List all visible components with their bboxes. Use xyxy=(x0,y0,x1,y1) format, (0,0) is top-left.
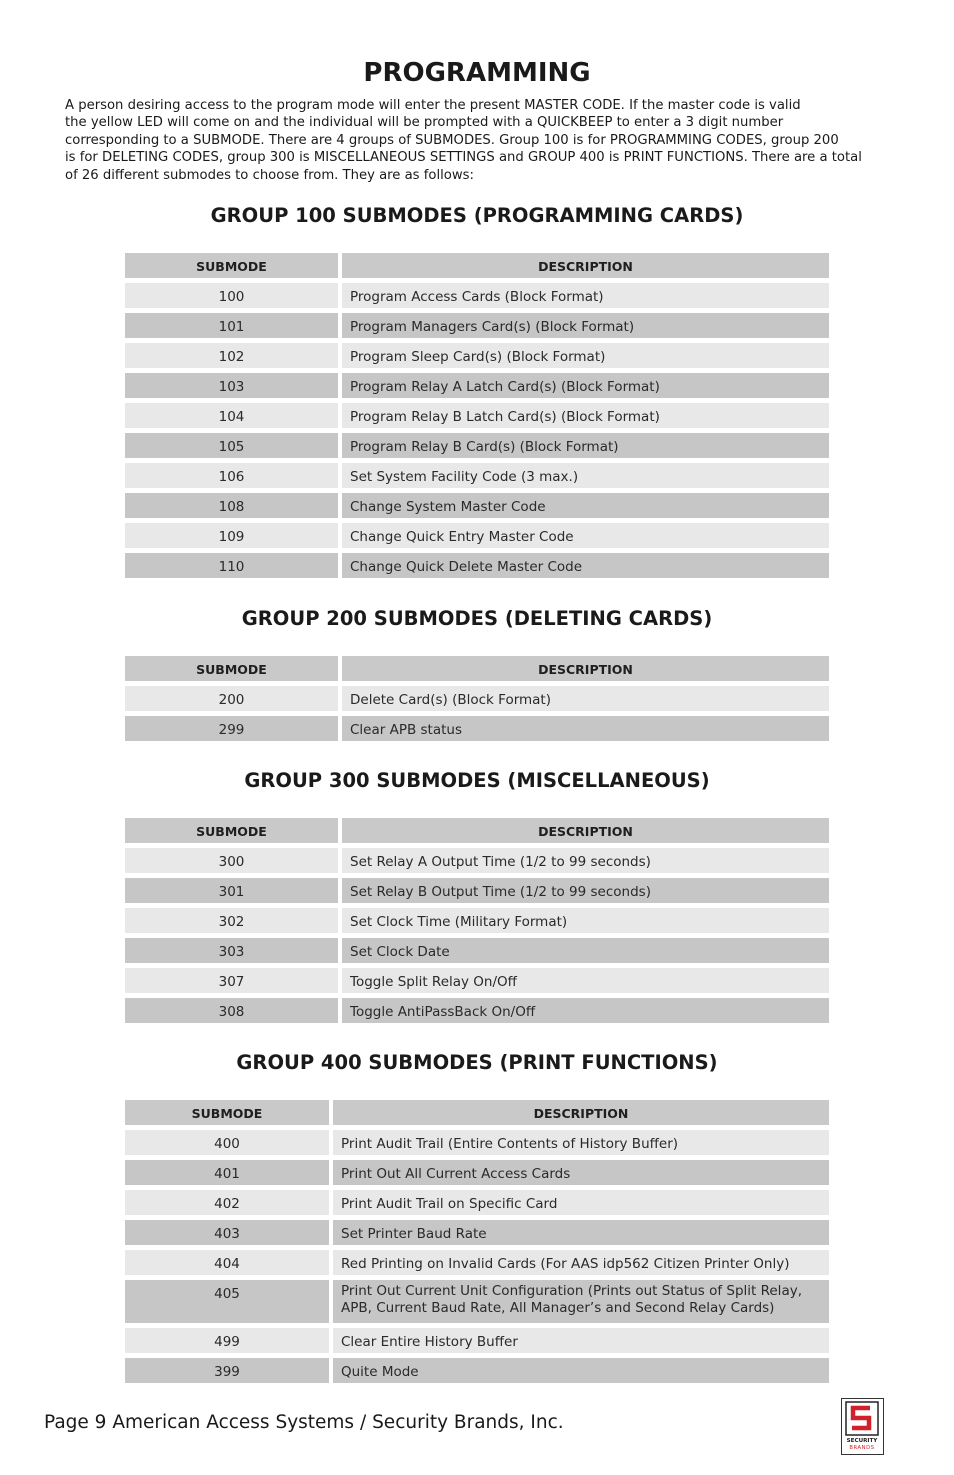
description-line: Change System Master Code xyxy=(350,499,546,515)
table-row xyxy=(125,1328,829,1353)
submode-code: 299 xyxy=(125,716,338,741)
submode-description xyxy=(342,716,829,741)
header-submode: SUBMODE xyxy=(125,253,338,278)
submode-description xyxy=(342,848,829,873)
table-row xyxy=(125,1190,829,1215)
table-header-row xyxy=(125,818,829,843)
header-submode: SUBMODE xyxy=(125,1100,329,1125)
submode-description xyxy=(333,1130,829,1155)
submode-code: 401 xyxy=(125,1160,329,1185)
submode-code: 102 xyxy=(125,343,338,368)
header-description: DESCRIPTION xyxy=(342,253,829,278)
description-line: Program Managers Card(s) (Block Format) xyxy=(350,319,635,335)
table-row xyxy=(125,343,829,368)
description-line: Program Relay A Latch Card(s) (Block Format) xyxy=(350,379,660,395)
logo-text-line2: BRANDS xyxy=(849,1445,875,1451)
intro-line: the yellow LED will come on and the individual will be prompted with a QUICKBEEP to enter a 3 digit number xyxy=(65,115,784,131)
description-line: Change Quick Entry Master Code xyxy=(350,529,574,545)
submode-description xyxy=(342,433,829,458)
submode-description xyxy=(333,1160,829,1185)
table-header-row xyxy=(125,1100,829,1125)
security-brands-logo xyxy=(841,1398,884,1455)
submode-description xyxy=(342,908,829,933)
table-row xyxy=(125,1160,829,1185)
submode-code: 100 xyxy=(125,283,338,308)
footer-text: Page 9 American Access Systems / Security Brands, Inc. xyxy=(44,1412,564,1433)
submode-description xyxy=(342,283,829,308)
table-row xyxy=(125,493,829,518)
group-heading: GROUP 300 SUBMODES (MISCELLANEOUS) xyxy=(244,769,710,792)
intro-line: of 26 different submodes to choose from. They are as follows: xyxy=(65,167,474,183)
description-line: Print Out Current Unit Configuration (Prints out Status of Split Relay, xyxy=(341,1283,802,1299)
submode-description xyxy=(342,463,829,488)
submode-description xyxy=(333,1358,829,1383)
submode-description xyxy=(333,1280,829,1323)
description-line: Print Audit Trail on Specific Card xyxy=(341,1196,558,1212)
submode-code: 402 xyxy=(125,1190,329,1215)
submode-table xyxy=(125,253,829,583)
submode-description xyxy=(342,686,829,711)
description-line: Clear APB status xyxy=(350,722,463,738)
table-row xyxy=(125,373,829,398)
description-line: Set Printer Baud Rate xyxy=(341,1226,487,1242)
submode-description xyxy=(342,373,829,398)
table-row xyxy=(125,908,829,933)
intro-line: is for DELETING CODES, group 300 is MISCELLANEOUS SETTINGS and GROUP 400 is PRINT FUNCTIONS. There are a total xyxy=(65,150,862,166)
submode-description xyxy=(333,1190,829,1215)
table-row xyxy=(125,523,829,548)
description-line: Red Printing on Invalid Cards (For AAS idp562 Citizen Printer Only) xyxy=(341,1256,790,1272)
description-line: Clear Entire History Buffer xyxy=(341,1334,518,1350)
description-line: Quite Mode xyxy=(341,1364,419,1380)
header-description: DESCRIPTION xyxy=(342,656,829,681)
submode-code: 399 xyxy=(125,1358,329,1383)
table-row xyxy=(125,1130,829,1155)
submode-code: 110 xyxy=(125,553,338,578)
table-row xyxy=(125,463,829,488)
submode-code: 101 xyxy=(125,313,338,338)
table-row xyxy=(125,283,829,308)
table-row xyxy=(125,938,829,963)
header-description: DESCRIPTION xyxy=(333,1100,829,1125)
description-line: Change Quick Delete Master Code xyxy=(350,559,583,575)
submode-code: 400 xyxy=(125,1130,329,1155)
description-line: Toggle AntiPassBack On/Off xyxy=(350,1004,536,1020)
table-row xyxy=(125,1280,829,1323)
submode-description xyxy=(342,938,829,963)
submode-description xyxy=(333,1220,829,1245)
submode-description xyxy=(342,403,829,428)
submode-code: 300 xyxy=(125,848,338,873)
description-line: Program Relay B Latch Card(s) (Block Format) xyxy=(350,409,660,425)
table-row xyxy=(125,1250,829,1275)
submode-code: 302 xyxy=(125,908,338,933)
description-line: APB, Current Baud Rate, All Manager’s and Second Relay Cards) xyxy=(341,1300,775,1316)
header-submode: SUBMODE xyxy=(125,818,338,843)
table-row xyxy=(125,433,829,458)
submode-code: 301 xyxy=(125,878,338,903)
submode-code: 308 xyxy=(125,998,338,1023)
table-row xyxy=(125,998,829,1023)
submode-code: 108 xyxy=(125,493,338,518)
submode-description xyxy=(333,1250,829,1275)
description-line: Set System Facility Code (3 max.) xyxy=(350,469,579,485)
logo-text-line1: SECURITY xyxy=(846,1438,878,1444)
description-line: Print Out All Current Access Cards xyxy=(341,1166,571,1182)
description-line: Set Relay A Output Time (1/2 to 99 seconds) xyxy=(350,854,651,870)
description-line: Toggle Split Relay On/Off xyxy=(350,974,517,990)
submode-code: 105 xyxy=(125,433,338,458)
page-title: PROGRAMMING xyxy=(363,58,591,88)
table-row xyxy=(125,686,829,711)
table-row xyxy=(125,848,829,873)
submode-description xyxy=(342,313,829,338)
intro-line: corresponding to a SUBMODE. There are 4 groups of SUBMODES. Group 100 is for PROGRAMMING CODES, group 200 xyxy=(65,132,839,148)
intro-line: A person desiring access to the program mode will enter the present MASTER CODE. If the master code is valid xyxy=(65,98,801,113)
header-submode: SUBMODE xyxy=(125,656,338,681)
submode-code: 200 xyxy=(125,686,338,711)
submode-code: 106 xyxy=(125,463,338,488)
group-heading: GROUP 400 SUBMODES (PRINT FUNCTIONS) xyxy=(236,1051,718,1074)
table-row xyxy=(125,403,829,428)
submode-description xyxy=(342,878,829,903)
submode-table xyxy=(125,1100,829,1388)
submode-description xyxy=(342,998,829,1023)
table-row xyxy=(125,716,829,741)
table-header-row xyxy=(125,656,829,681)
submode-code: 405 xyxy=(125,1280,329,1323)
table-row xyxy=(125,1358,829,1383)
table-row xyxy=(125,313,829,338)
description-line: Set Clock Date xyxy=(350,944,450,960)
group-heading: GROUP 200 SUBMODES (DELETING CARDS) xyxy=(241,607,713,630)
description-line: Program Access Cards (Block Format) xyxy=(350,289,604,305)
logo-icon xyxy=(842,1399,882,1453)
submode-code: 307 xyxy=(125,968,338,993)
table-row xyxy=(125,878,829,903)
header-description: DESCRIPTION xyxy=(342,818,829,843)
submode-description xyxy=(342,553,829,578)
table-row xyxy=(125,553,829,578)
submode-table xyxy=(125,818,829,1028)
submode-code: 109 xyxy=(125,523,338,548)
description-line: Set Relay B Output Time (1/2 to 99 seconds) xyxy=(350,884,651,900)
description-line: Program Relay B Card(s) (Block Format) xyxy=(350,439,619,455)
submode-code: 303 xyxy=(125,938,338,963)
submode-description xyxy=(342,343,829,368)
submode-code: 404 xyxy=(125,1250,329,1275)
table-header-row xyxy=(125,253,829,278)
group-heading: GROUP 100 SUBMODES (PROGRAMMING CARDS) xyxy=(210,204,744,227)
description-line: Print Audit Trail (Entire Contents of History Buffer) xyxy=(341,1136,679,1152)
description-line: Delete Card(s) (Block Format) xyxy=(350,692,551,708)
description-line: Program Sleep Card(s) (Block Format) xyxy=(350,349,606,365)
table-row xyxy=(125,1220,829,1245)
submode-description xyxy=(333,1328,829,1353)
submode-table xyxy=(125,656,829,746)
table-row xyxy=(125,968,829,993)
submode-description xyxy=(342,968,829,993)
submode-code: 103 xyxy=(125,373,338,398)
submode-code: 499 xyxy=(125,1328,329,1353)
intro-paragraph xyxy=(65,97,895,184)
description-line: Set Clock Time (Military Format) xyxy=(350,914,568,930)
submode-code: 403 xyxy=(125,1220,329,1245)
submode-description xyxy=(342,523,829,548)
submode-description xyxy=(342,493,829,518)
submode-code: 104 xyxy=(125,403,338,428)
